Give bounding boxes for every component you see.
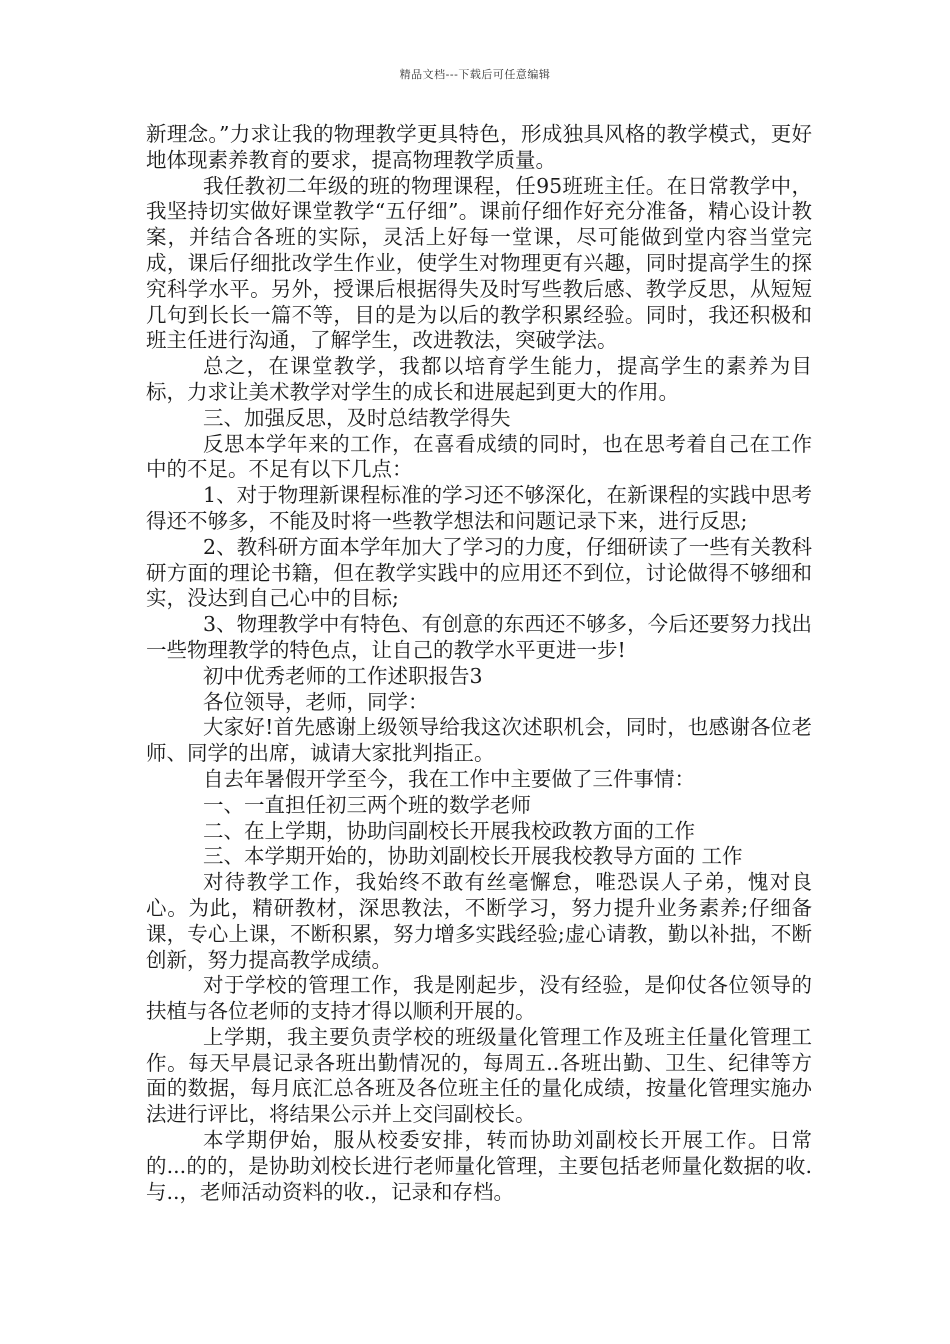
page-header: 精品文档---下载后可任意编辑 xyxy=(399,68,551,81)
paragraph: 新理念。”力求让我的物理教学更具特色，形成独具风格的教学模式，更好地体现素养教育的要求，提高物理教学质量。 xyxy=(146,122,812,172)
paragraph: 本学期伊始，服从校委安排，转而协助刘副校长开展工作。日常的...的的，是协助刘校长进行老师量化管理，主要包括老师量化数据的收.与..，老师活动资料的收.，记录和存档。 xyxy=(146,1128,812,1204)
list-item: 1、对于物理新课程标准的学习还不够深化，在新课程的实践中思考得还不够多，不能及时将一些教学想法和问题记录下来，进行反思; xyxy=(146,483,812,533)
list-item: 三、本学期开始的，协助刘副校长开展我校教导方面的 工作 xyxy=(203,844,743,869)
salutation: 各位领导，老师，同学： xyxy=(203,689,429,714)
paragraph: 上学期，我主要负责学校的班级量化管理工作及班主任量化管理工作。每天早晨记录各班出勤情况的，每周五..各班出勤、卫生、纪律等方面的数据，每月底汇总各班及各位班主任的量化成绩，按量化管理实施办法进行评比，将结果公示并上交闫副校长。 xyxy=(146,1024,812,1127)
section-heading: 三、加强反思，及时总结教学得失 xyxy=(203,405,511,430)
paragraph: 对于学校的管理工作，我是刚起步，没有经验，是仰仗各位领导的扶植与各位老师的支持才得以顺利开展的。 xyxy=(146,973,812,1024)
list-item: 3、物理教学中有特色、有创意的东西还不够多，今后还要努力找出一些物理教学的特色点，让自己的教学水平更进一步! xyxy=(146,612,812,662)
list-item: 2、教科研方面本学年加大了学习的力度，仔细研读了一些有关教科研方面的理论书籍，但在教学实践中的应用还不到位，讨论做得不够细和实，没达到自己心中的目标; xyxy=(146,534,812,611)
paragraph: 对待教学工作，我始终不敢有丝毫懈怠，唯恐误人子弟，愧对良心。为此，精研教材，深思教法，不断学习，努力提升业务素养;仔细备课，专心上课，不断积累，努力增多实践经验;虚心请教，勤以补拙，不断创新，努力提高教学成绩。 xyxy=(146,870,812,972)
paragraph: 总之，在课堂教学，我都以培育学生能力，提高学生的素养为目标，力求让美术教学对学生的成长和进展起到更大的作用。 xyxy=(146,354,812,404)
list-item: 二、在上学期，协助闫副校长开展我校政教方面的工作 xyxy=(203,818,695,843)
paragraph: 我任教初二年级的班的物理课程，任95班班主任。在日常教学中，我坚持切实做好课堂教学“五仔细”。课前仔细作好充分准备，精心设计教案，并结合各班的实际，灵活上好每一堂课，尽可能做到堂内容当堂完成，课后仔细批改学生作业，使学生对物理更有兴趣，同时提高学生的探究科学水平。另外，授课后根据得失及时写些教后感、教学反思，从短短几句到长长一篇不等，目的是为以后的教学积累经验。同时，我还积极和班主任进行沟通，了解学生，改进教法，突破学法。 xyxy=(146,173,812,353)
paragraph: 大家好!首先感谢上级领导给我这次述职机会，同时，也感谢各位老师、同学的出席，诚请大家批判指正。 xyxy=(146,715,812,766)
report-title: 初中优秀老师的工作述职报告3 xyxy=(203,663,483,688)
list-item: 一、一直担任初三两个班的数学老师 xyxy=(203,792,531,817)
paragraph: 自去年暑假开学至今，我在工作中主要做了三件事情： xyxy=(203,766,695,791)
paragraph: 反思本学年来的工作，在喜看成绩的同时，也在思考着自己在工作中的不足。不足有以下几点： xyxy=(146,431,812,482)
document-body xyxy=(146,122,812,1205)
